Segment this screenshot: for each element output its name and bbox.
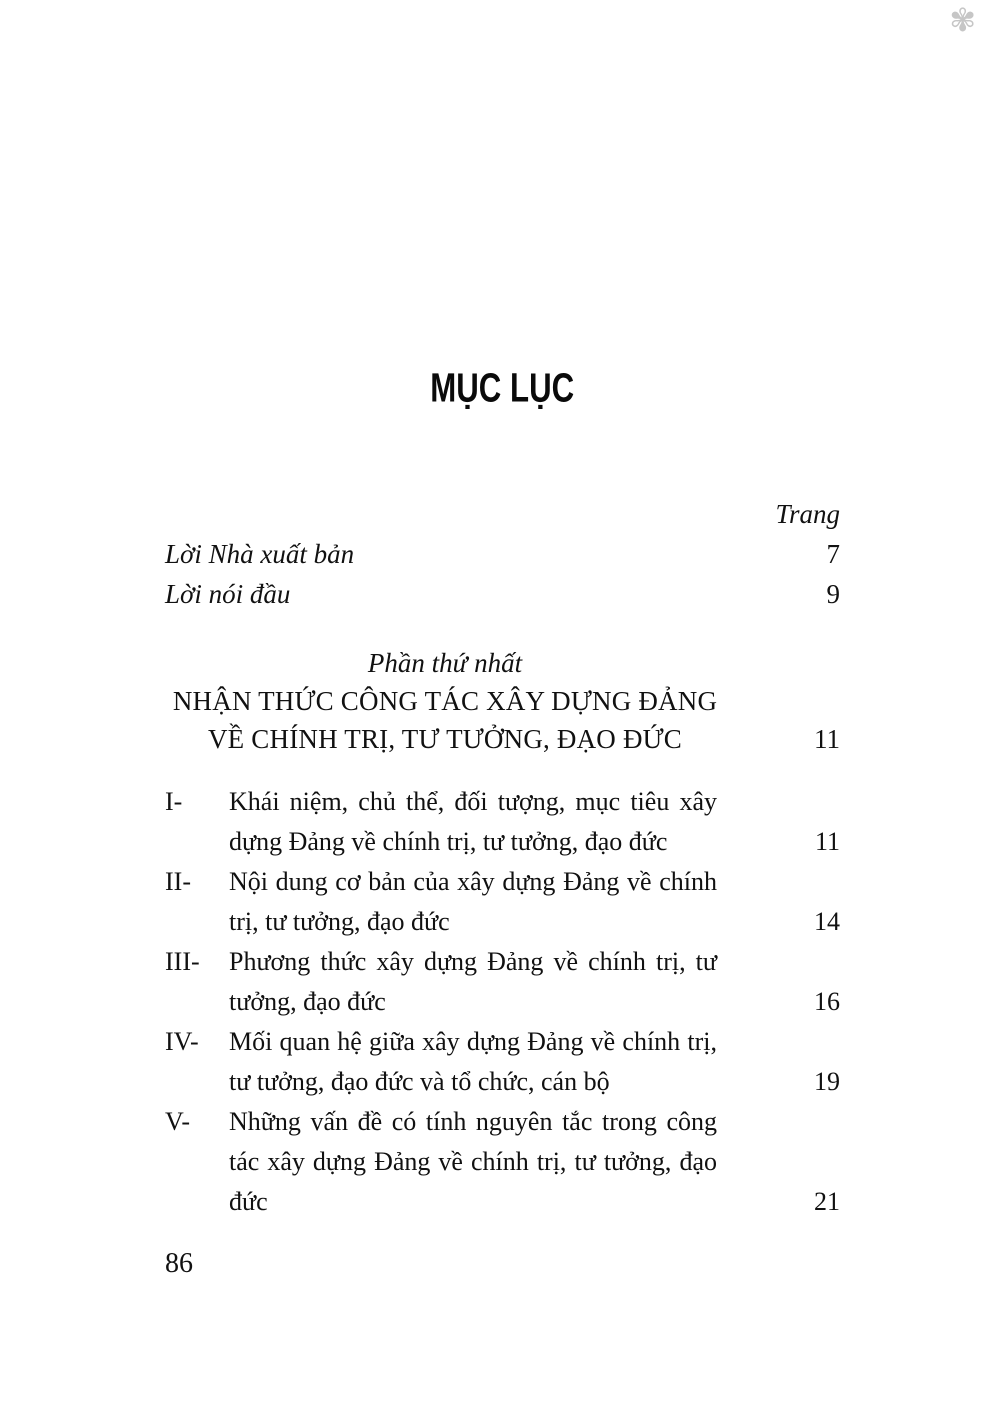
- toc-entry-label: Lời Nhà xuất bản: [165, 539, 355, 569]
- page-column-header: Trang: [775, 499, 840, 529]
- toc-item-text: Khái niệm, chủ thể, đối tượng, mục tiêu xây dựng Đảng về chính trị, tư tưởng, đạo đức: [229, 787, 717, 856]
- florette-watermark-icon: ✾: [949, 1, 976, 39]
- toc-item-numeral: III-: [165, 947, 200, 976]
- part-heading-main: [165, 644, 725, 758]
- folio-page-number: 86: [165, 1248, 193, 1279]
- part-heading-block: [165, 644, 840, 758]
- toc-entry-label: Lời nói đầu: [165, 579, 291, 609]
- toc-entry-page-number: 7: [826, 539, 840, 569]
- part-kicker: Phần thứ nhất: [367, 648, 523, 678]
- toc-item-text: Những vấn đề có tính nguyên tắc trong công tác xây dựng Đảng về chính trị, tư tưởng, đạo đức: [229, 1107, 717, 1216]
- toc-item: [165, 782, 840, 862]
- toc-item-list: [165, 782, 840, 1222]
- toc-item-text: Nội dung cơ bản của xây dựng Đảng về chính trị, tư tưởng, đạo đức: [229, 867, 717, 936]
- toc-item-page-number: 14: [814, 907, 840, 936]
- toc-item-numeral: II-: [165, 867, 191, 896]
- toc-item-numeral: IV-: [165, 1027, 199, 1056]
- toc-item-page-number: 16: [814, 987, 840, 1016]
- toc-entry-page-number: 9: [826, 579, 840, 609]
- part-page-number: 11: [814, 724, 840, 754]
- toc-item: [165, 1102, 840, 1222]
- toc-item-numeral: I-: [165, 787, 183, 816]
- toc-item-numeral: V-: [165, 1107, 191, 1136]
- toc-item-text: Phương thức xây dựng Đảng về chính trị, tư tưởng, đạo đức: [229, 947, 717, 1016]
- page-title: [165, 366, 840, 410]
- toc-item: [165, 942, 840, 1022]
- toc-item-text: Mối quan hệ giữa xây dựng Đảng về chính trị, tư tưởng, đạo đức và tổ chức, cán bộ: [229, 1027, 717, 1096]
- toc-item: [165, 862, 840, 942]
- toc-item: [165, 1022, 840, 1102]
- toc-item-page-number: 11: [814, 827, 840, 856]
- toc-item-page-number: 21: [814, 1187, 840, 1216]
- part-title-line1: NHẬN THỨC CÔNG TÁC XÂY DỰNG ĐẢNG: [172, 686, 718, 716]
- page-title-text: MỤC LỤC: [430, 365, 575, 411]
- toc-entry-front-matter: [165, 574, 840, 614]
- part-title-line2: VỀ CHÍNH TRỊ, TƯ TƯỞNG, ĐẠO ĐỨC: [207, 724, 683, 754]
- toc-item-page-number: 19: [814, 1067, 840, 1096]
- toc-entry-front-matter: [165, 534, 840, 574]
